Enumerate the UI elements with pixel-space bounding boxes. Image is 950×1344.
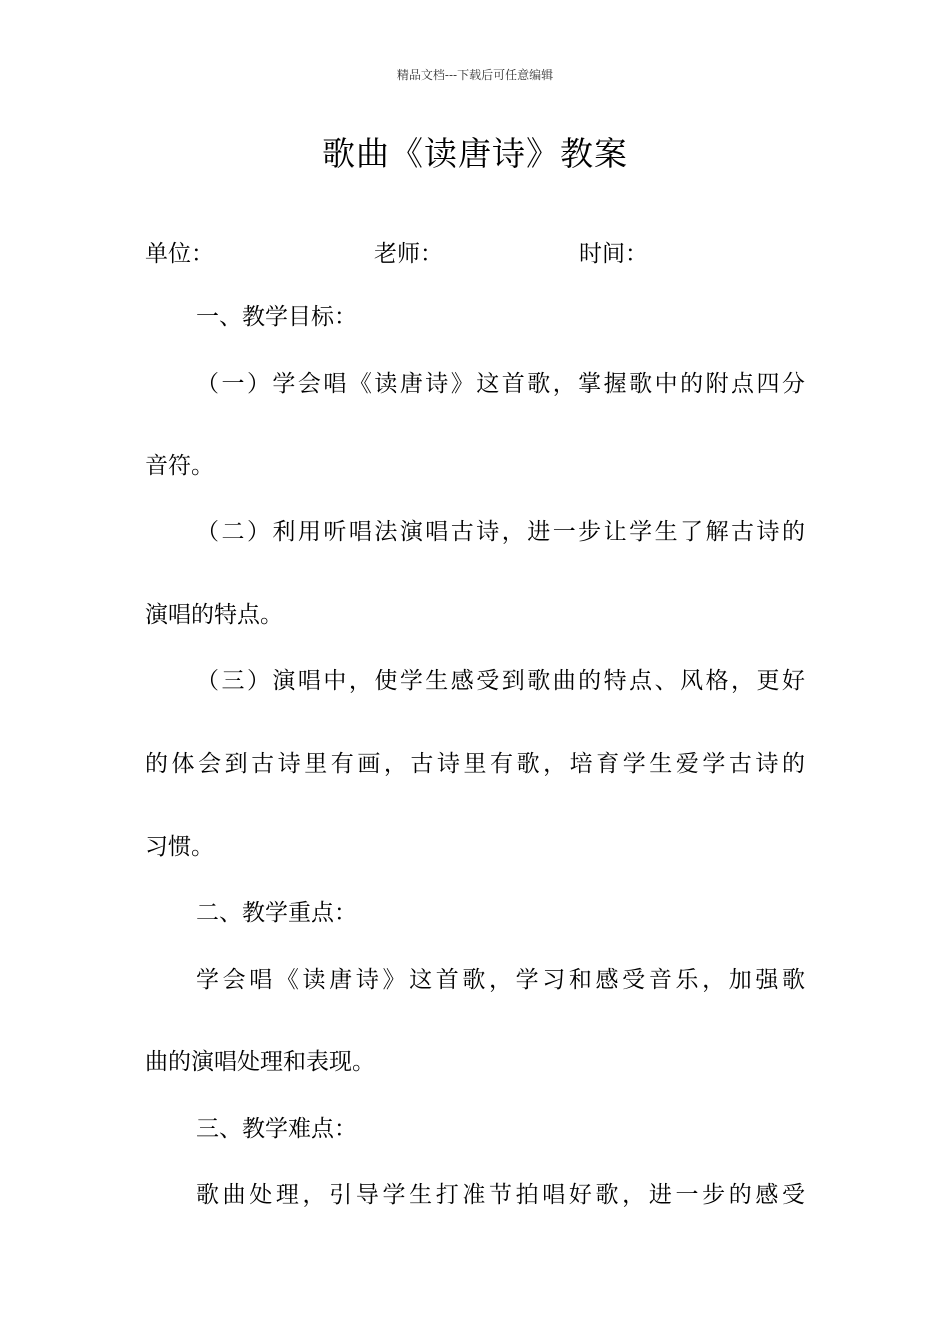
header-note: 精品文档---下载后可任意编辑	[396, 68, 554, 82]
key-points-line-1: 学会唱《读唐诗》这首歌，学习和感受音乐，加强歌	[196, 967, 805, 993]
objective-2-line-1: （二）利用听唱法演唱古诗，进一步让学生了解古诗的	[196, 519, 805, 545]
objective-1-line-2: 音符。	[145, 453, 214, 479]
objective-1-line-1: （一）学会唱《读唐诗》这首歌，掌握歌中的附点四分	[196, 371, 805, 397]
difficulties-heading: 三、教学难点：	[196, 1116, 357, 1142]
teacher-label: 老师：	[374, 241, 443, 267]
objective-3-line-3: 习惯。	[145, 834, 214, 860]
objective-3-line-2: 的体会到古诗里有画，古诗里有歌，培育学生爱学古诗的	[145, 751, 805, 777]
time-label: 时间：	[579, 241, 648, 267]
objective-2-line-2: 演唱的特点。	[145, 602, 283, 628]
document-title: 歌曲《读唐诗》教案	[322, 134, 628, 173]
objectives-heading: 一、教学目标：	[196, 304, 357, 330]
difficulties-line-1: 歌曲处理，引导学生打准节拍唱好歌，进一步的感受	[196, 1182, 805, 1208]
key-points-line-2: 曲的演唱处理和表现。	[145, 1049, 375, 1075]
objective-3-line-1: （三）演唱中，使学生感受到歌曲的特点、风格，更好	[196, 668, 805, 694]
unit-label: 单位：	[145, 241, 214, 267]
key-points-heading: 二、教学重点：	[196, 900, 357, 926]
